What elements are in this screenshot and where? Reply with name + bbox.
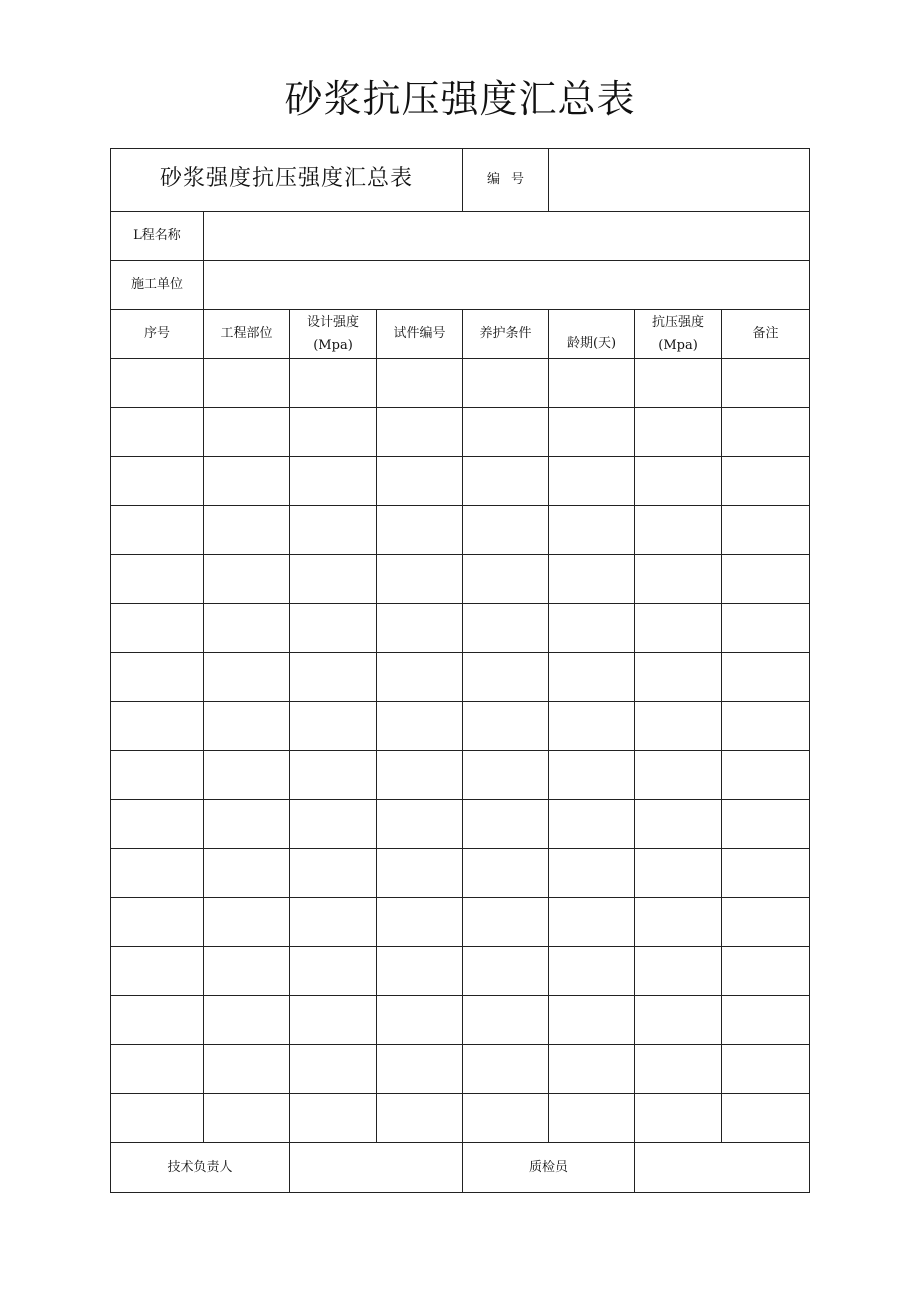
cell-remarks[interactable] [722,996,810,1045]
tech-lead-value[interactable] [290,1143,463,1193]
cell-remarks[interactable] [722,604,810,653]
table-row [111,849,810,898]
cell-seq[interactable] [111,849,204,898]
cell-age[interactable] [549,751,635,800]
cell-design-strength[interactable] [290,653,377,702]
form-subtitle-cell [111,149,463,212]
col-header-location: 工程部位 [204,310,290,359]
cell-curing[interactable] [463,849,549,898]
summary-form-table [110,148,810,1193]
cell-seq[interactable] [111,1045,204,1094]
cell-seq[interactable] [111,653,204,702]
signature-row [111,1143,810,1193]
cell-comp-strength[interactable] [635,457,722,506]
col-header-remarks: 备注 [722,310,810,359]
cell-remarks[interactable] [722,359,810,408]
cell-specimen-no[interactable] [377,800,463,849]
cell-specimen-no[interactable] [377,1045,463,1094]
cell-curing[interactable] [463,457,549,506]
cell-design-strength[interactable] [290,1045,377,1094]
cell-comp-strength[interactable] [635,702,722,751]
cell-design-strength[interactable] [290,359,377,408]
cell-seq[interactable] [111,555,204,604]
col-header-curing: 养护条件 [463,310,549,359]
table-row [111,751,810,800]
cell-curing[interactable] [463,506,549,555]
cell-seq[interactable] [111,751,204,800]
cell-remarks[interactable] [722,898,810,947]
cell-remarks[interactable] [722,947,810,996]
cell-comp-strength[interactable] [635,1094,722,1143]
cell-age[interactable] [549,1045,635,1094]
table-row [111,702,810,751]
cell-comp-strength[interactable] [635,849,722,898]
cell-comp-strength[interactable] [635,408,722,457]
cell-location[interactable] [204,359,290,408]
cell-age[interactable] [549,555,635,604]
cell-age[interactable] [549,408,635,457]
cell-age[interactable] [549,947,635,996]
cell-location[interactable] [204,849,290,898]
cell-remarks[interactable] [722,849,810,898]
cell-age[interactable] [549,996,635,1045]
cell-curing[interactable] [463,996,549,1045]
number-label-cell [463,149,549,212]
col-header-comp-strength [635,310,722,359]
table-row [111,800,810,849]
cell-seq[interactable] [111,359,204,408]
col-header-design-strength-line2: (Mpa) [313,338,353,353]
cell-specimen-no[interactable] [377,604,463,653]
number-label-part-2: 号 [511,172,525,187]
table-row [111,457,810,506]
cell-location[interactable] [204,996,290,1045]
cell-comp-strength[interactable] [635,359,722,408]
cell-seq[interactable] [111,506,204,555]
cell-curing[interactable] [463,1094,549,1143]
cell-curing[interactable] [463,359,549,408]
cell-curing[interactable] [463,408,549,457]
cell-location[interactable] [204,555,290,604]
cell-location[interactable] [204,751,290,800]
cell-seq[interactable] [111,702,204,751]
cell-comp-strength[interactable] [635,653,722,702]
cell-curing[interactable] [463,555,549,604]
cell-design-strength[interactable] [290,702,377,751]
cell-remarks[interactable] [722,702,810,751]
cell-age[interactable] [549,898,635,947]
cell-curing[interactable] [463,898,549,947]
table-row [111,996,810,1045]
cell-curing[interactable] [463,800,549,849]
cell-specimen-no[interactable] [377,408,463,457]
cell-location[interactable] [204,898,290,947]
cell-age[interactable] [549,604,635,653]
col-header-design-strength-line1: 设计强度 [306,315,359,330]
cell-design-strength[interactable] [290,800,377,849]
cell-remarks[interactable] [722,457,810,506]
table-row [111,555,810,604]
inspector-label: 质检员 [463,1143,635,1193]
construction-unit-row [111,261,810,310]
cell-seq[interactable] [111,996,204,1045]
cell-remarks[interactable] [722,653,810,702]
cell-comp-strength[interactable] [635,604,722,653]
cell-design-strength[interactable] [290,849,377,898]
table-row [111,1045,810,1094]
cell-remarks[interactable] [722,1045,810,1094]
cell-age[interactable] [549,457,635,506]
table-row [111,947,810,996]
table-row [111,1094,810,1143]
cell-specimen-no[interactable] [377,555,463,604]
cell-design-strength[interactable] [290,408,377,457]
col-header-comp-strength-line1: 抗压强度 [652,315,705,330]
cell-location[interactable] [204,506,290,555]
cell-curing[interactable] [463,947,549,996]
cell-specimen-no[interactable] [377,947,463,996]
cell-location[interactable] [204,408,290,457]
number-value-cell[interactable] [549,149,810,212]
cell-remarks[interactable] [722,408,810,457]
cell-seq[interactable] [111,947,204,996]
project-name-row [111,212,810,261]
cell-design-strength[interactable] [290,947,377,996]
cell-specimen-no[interactable] [377,1094,463,1143]
table-row [111,604,810,653]
cell-remarks[interactable] [722,555,810,604]
cell-seq[interactable] [111,604,204,653]
cell-age[interactable] [549,849,635,898]
cell-age[interactable] [549,800,635,849]
cell-design-strength[interactable] [290,898,377,947]
cell-remarks[interactable] [722,506,810,555]
cell-design-strength[interactable] [290,604,377,653]
cell-comp-strength[interactable] [635,800,722,849]
cell-comp-strength[interactable] [635,996,722,1045]
cell-seq[interactable] [111,898,204,947]
cell-remarks[interactable] [722,751,810,800]
cell-design-strength[interactable] [290,457,377,506]
cell-age[interactable] [549,359,635,408]
project-name-value[interactable] [204,212,810,261]
cell-comp-strength[interactable] [635,751,722,800]
table-row [111,359,810,408]
construction-unit-label: 施工单位 [111,261,204,310]
cell-curing[interactable] [463,1045,549,1094]
col-header-design-strength [290,310,377,359]
tech-lead-label: 技术负责人 [111,1143,290,1193]
cell-specimen-no[interactable] [377,506,463,555]
inspector-value[interactable] [635,1143,810,1193]
cell-remarks[interactable] [722,800,810,849]
cell-specimen-no[interactable] [377,849,463,898]
col-header-comp-strength-line2: (Mpa) [658,338,698,353]
table-row [111,506,810,555]
cell-seq[interactable] [111,1094,204,1143]
cell-location[interactable] [204,702,290,751]
cell-age[interactable] [549,1094,635,1143]
form-subtitle: 砂浆强度抗压强度汇总表 [160,165,414,191]
cell-seq[interactable] [111,457,204,506]
cell-design-strength[interactable] [290,1094,377,1143]
cell-specimen-no[interactable] [377,751,463,800]
table-row [111,408,810,457]
cell-design-strength[interactable] [290,506,377,555]
cell-comp-strength[interactable] [635,1045,722,1094]
col-header-age-label: 龄期(天) [566,336,617,351]
cell-specimen-no[interactable] [377,702,463,751]
cell-curing[interactable] [463,604,549,653]
project-name-label: L程名称 [111,212,204,261]
cell-specimen-no[interactable] [377,996,463,1045]
cell-remarks[interactable] [722,1094,810,1143]
cell-design-strength[interactable] [290,996,377,1045]
cell-comp-strength[interactable] [635,898,722,947]
col-header-specimen-no: 试件编号 [377,310,463,359]
cell-design-strength[interactable] [290,751,377,800]
cell-age[interactable] [549,702,635,751]
cell-seq[interactable] [111,408,204,457]
cell-location[interactable] [204,1094,290,1143]
cell-curing[interactable] [463,653,549,702]
cell-specimen-no[interactable] [377,898,463,947]
col-header-seq: 序号 [111,310,204,359]
cell-comp-strength[interactable] [635,947,722,996]
cell-specimen-no[interactable] [377,457,463,506]
col-header-age [549,310,635,359]
cell-comp-strength[interactable] [635,506,722,555]
cell-location[interactable] [204,457,290,506]
table-row [111,653,810,702]
number-label-part-1: 编 [487,172,501,187]
cell-curing[interactable] [463,702,549,751]
table-row [111,898,810,947]
column-header-row [111,310,810,359]
cell-location[interactable] [204,1045,290,1094]
cell-location[interactable] [204,800,290,849]
cell-location[interactable] [204,947,290,996]
cell-seq[interactable] [111,800,204,849]
page-title: 砂浆抗压强度汇总表 [284,77,636,121]
cell-location[interactable] [204,604,290,653]
cell-curing[interactable] [463,751,549,800]
construction-unit-value[interactable] [204,261,810,310]
cell-comp-strength[interactable] [635,555,722,604]
cell-specimen-no[interactable] [377,359,463,408]
cell-specimen-no[interactable] [377,653,463,702]
cell-age[interactable] [549,653,635,702]
cell-location[interactable] [204,653,290,702]
cell-age[interactable] [549,506,635,555]
cell-design-strength[interactable] [290,555,377,604]
form-header-row [111,149,810,212]
